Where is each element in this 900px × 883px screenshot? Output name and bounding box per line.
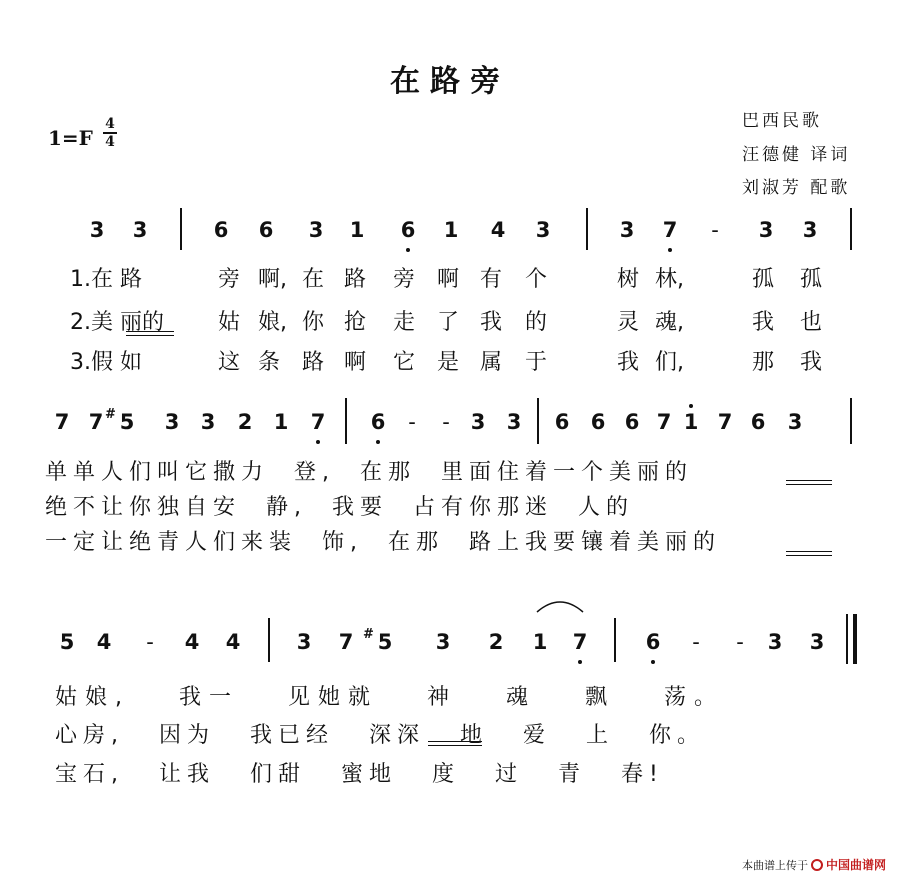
note: 3 (470, 410, 486, 434)
note: 3 (308, 218, 324, 242)
note: 3 (164, 410, 180, 434)
note: 3 (767, 630, 783, 654)
note: 1 (532, 630, 548, 654)
lyric-word: 我 (617, 350, 640, 375)
note: 6 (258, 218, 274, 242)
lyric-word: 孤 (752, 267, 775, 292)
lyric-line: 一定让绝青人们来装 饰, 在那 路上我要镶着美丽的 (45, 530, 721, 555)
note: 7 (54, 410, 70, 434)
note: 6 (213, 218, 229, 242)
lyric-word: 我 (752, 310, 775, 335)
lyric-word: 如 (120, 350, 143, 375)
lyric-word: 灵 (617, 310, 640, 335)
lyric-word: 抢 (344, 310, 367, 335)
note: 6 (370, 410, 386, 434)
lyric-underline (428, 741, 482, 746)
lyric-word: 个 (525, 267, 548, 292)
bar-line (850, 208, 852, 250)
note: 3 (619, 218, 635, 242)
note: 3 (758, 218, 774, 242)
key-signature: 1=F (48, 126, 93, 150)
lyric-line: 绝不让你独自安 静, 我要 占有你那迷 人的 (45, 495, 634, 520)
lyric-word: 有 (480, 267, 503, 292)
lyric-word: 姑 (218, 310, 241, 335)
note: 7 (338, 630, 354, 654)
lyric-word: 了 (437, 310, 460, 335)
lyric-word: 魂, (655, 310, 684, 335)
note: 7 (662, 218, 678, 242)
octave-dot-below (376, 440, 380, 444)
lyric-line: 姑娘, 我一 见她就 神 魂 飘 荡。 (55, 685, 724, 710)
lyric-line: 宝石, 让我 们甜 蜜地 度 过 青 春! (55, 762, 664, 787)
octave-dot-above (689, 404, 693, 408)
note: 4 (490, 218, 506, 242)
lyric-word: 啊 (344, 350, 367, 375)
lyric-word: 我 (480, 310, 503, 335)
note: 1 (683, 410, 699, 434)
lyric-word: 是 (437, 350, 460, 375)
note: 3 (132, 218, 148, 242)
lyric-word: 你 (302, 310, 325, 335)
note: 3 (802, 218, 818, 242)
bar-line (586, 208, 588, 250)
octave-dot-below (406, 248, 410, 252)
note-dash: - (692, 630, 700, 654)
note-dash: - (146, 630, 154, 654)
octave-dot-below (651, 660, 655, 664)
lyric-word: 于 (525, 350, 548, 375)
lyric-word: 在 (302, 267, 325, 292)
lyric-word: 路 (302, 350, 325, 375)
octave-dot-below (668, 248, 672, 252)
site-logo-icon (811, 859, 823, 871)
note: 6 (750, 410, 766, 434)
note: 1 (273, 410, 289, 434)
lyric-word: 孤 (800, 267, 823, 292)
final-bar-line (853, 614, 857, 664)
bar-line (180, 208, 182, 250)
note: 7 (310, 410, 326, 434)
note: 5 (377, 630, 393, 654)
note: 7 (656, 410, 672, 434)
credit-translator: 汪德健 译词 (742, 145, 851, 165)
note: 4 (225, 630, 241, 654)
time-signature-top: 4 (105, 116, 115, 132)
lyric-word: 林, (655, 267, 684, 292)
note: 7 (572, 630, 588, 654)
lyric-word: 的 (525, 310, 548, 335)
lyric-word: 它 (393, 350, 416, 375)
lyric-word: 啊 (437, 267, 460, 292)
note: 7 (88, 410, 104, 434)
lyric-word: 树 (617, 267, 640, 292)
time-signature (103, 116, 117, 150)
lyric-word: 2.美 (70, 310, 113, 335)
note: 4 (184, 630, 200, 654)
sharp-accidental: # (363, 627, 374, 642)
note: 3 (296, 630, 312, 654)
song-title: 在路旁 (390, 64, 510, 99)
note: 6 (624, 410, 640, 434)
lyric-line: 单单人们叫它撒力 登, 在那 里面住着一个美丽的 (45, 460, 693, 485)
note: 3 (435, 630, 451, 654)
lyric-word: 走 (393, 310, 416, 335)
lyric-word: 路 (344, 267, 367, 292)
credit-arranger: 刘淑芳 配歌 (742, 178, 851, 198)
lyric-underline (786, 551, 832, 556)
note: 3 (535, 218, 551, 242)
time-signature-bottom: 4 (105, 133, 115, 150)
footer (742, 856, 886, 873)
note: 5 (59, 630, 75, 654)
note: 6 (590, 410, 606, 434)
lyric-word: 旁 (393, 267, 416, 292)
note-dash: - (408, 410, 416, 434)
lyric-word: 路 (120, 267, 143, 292)
bar-line (850, 398, 852, 444)
bar-line (614, 618, 616, 662)
note: 1 (349, 218, 365, 242)
octave-dot-below (316, 440, 320, 444)
lyric-underline (786, 480, 832, 485)
note: 5 (119, 410, 135, 434)
bar-line (537, 398, 539, 444)
note: 4 (96, 630, 112, 654)
lyric-word: 旁 (218, 267, 241, 292)
bar-line (268, 618, 270, 662)
sharp-accidental: # (105, 407, 116, 422)
note: 2 (237, 410, 253, 434)
note: 1 (443, 218, 459, 242)
lyric-word: 条 (258, 350, 281, 375)
bar-line (345, 398, 347, 444)
note: 6 (645, 630, 661, 654)
lyric-word: 属 (480, 350, 503, 375)
credit-origin: 巴西民歌 (742, 111, 822, 131)
note: 7 (717, 410, 733, 434)
note: 3 (787, 410, 803, 434)
note: 3 (506, 410, 522, 434)
lyric-line: 心房, 因为 我已经 深深 地 爱 上 你。 (55, 723, 705, 748)
lyric-word: 们, (655, 350, 684, 375)
bar-line (846, 614, 848, 664)
note: 6 (554, 410, 570, 434)
note: 3 (809, 630, 825, 654)
lyric-word: 1.在 (70, 267, 113, 292)
lyric-word: 丽的 (120, 310, 165, 335)
note: 3 (89, 218, 105, 242)
lyric-word: 也 (800, 310, 823, 335)
lyric-underline (126, 331, 174, 336)
lyric-word: 3.假 (70, 350, 113, 375)
slur (535, 598, 585, 614)
lyric-word: 我 (800, 350, 823, 375)
lyric-word: 那 (752, 350, 775, 375)
lyric-word: 这 (218, 350, 241, 375)
note: 3 (200, 410, 216, 434)
note-dash: - (736, 630, 744, 654)
note-dash: - (711, 218, 719, 242)
note: 6 (400, 218, 416, 242)
footer-text: 本曲谱上传于 (741, 858, 808, 872)
lyric-word: 啊, (258, 267, 287, 292)
note: 2 (488, 630, 504, 654)
lyric-word: 娘, (258, 310, 287, 335)
octave-dot-below (578, 660, 582, 664)
note-dash: - (442, 410, 450, 434)
site-name: 中国曲谱网 (825, 858, 886, 872)
